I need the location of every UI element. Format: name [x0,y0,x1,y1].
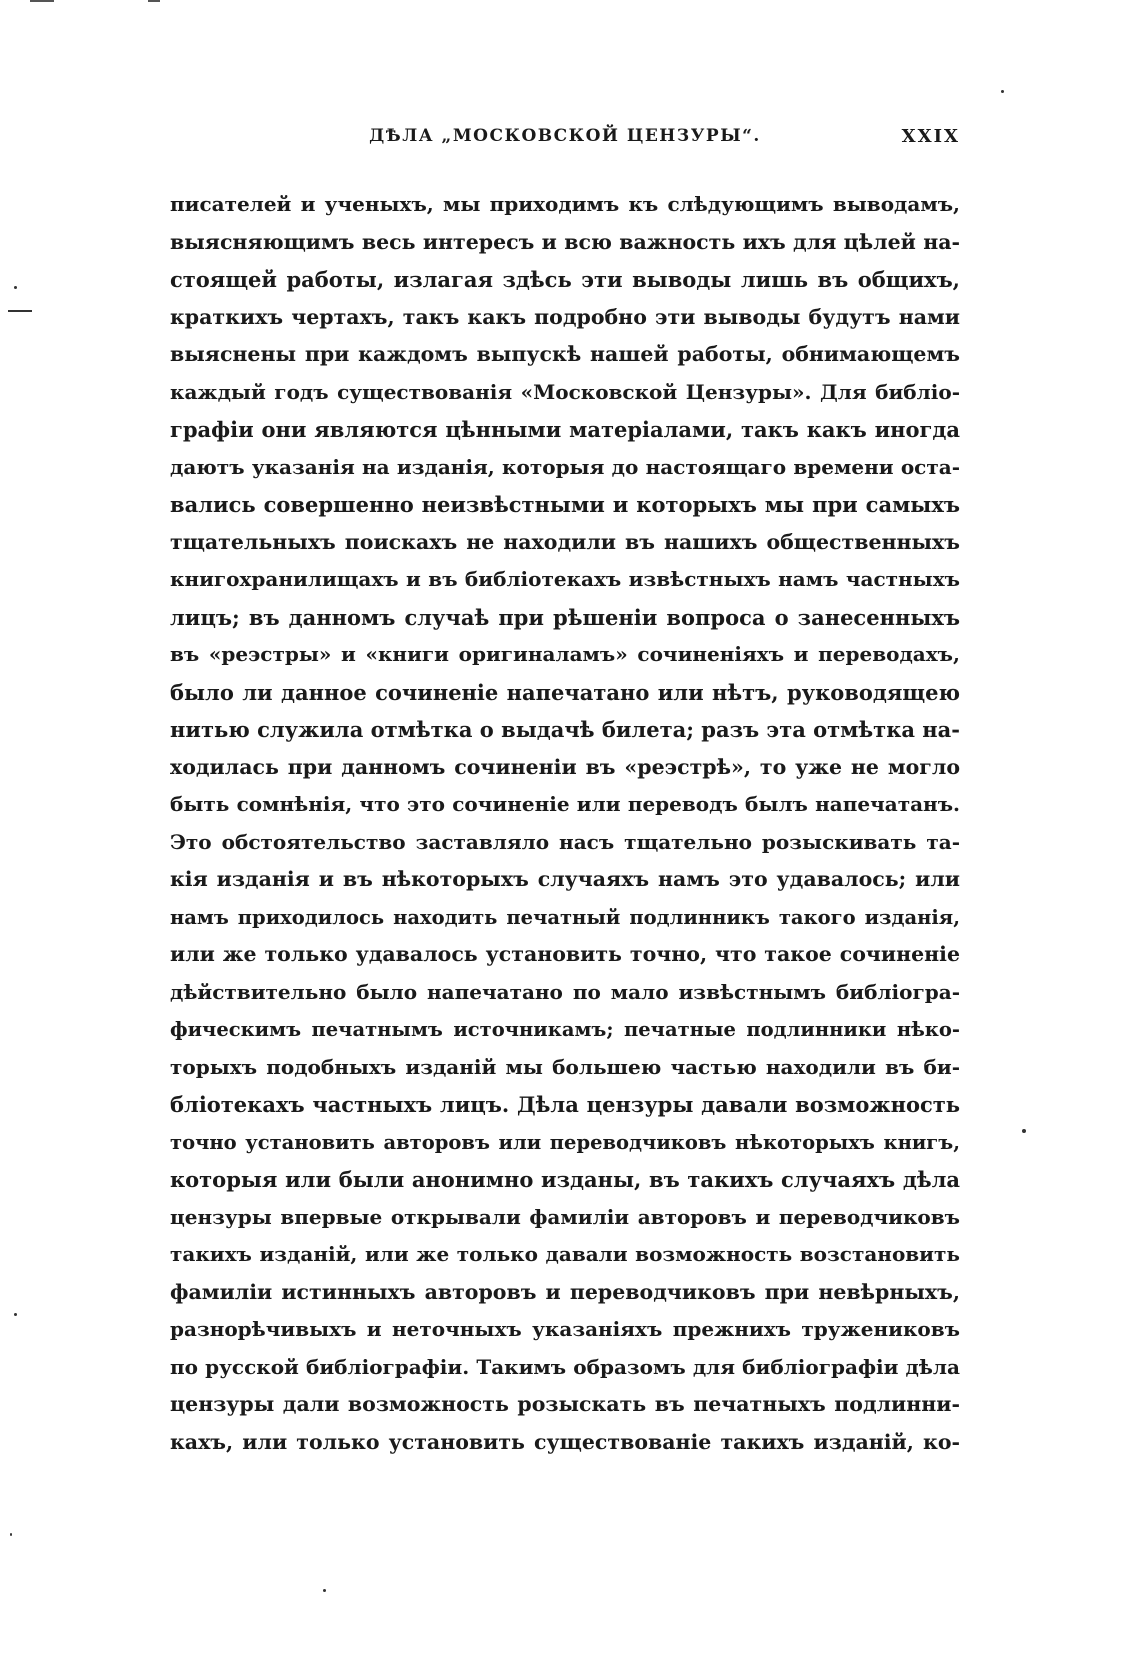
text-line: было ли данное сочиненіе напечатано или нѣтъ, руководящею [170,679,960,705]
scan-mark [148,0,160,2]
speck [1001,90,1004,93]
margin-mark [8,310,32,312]
speck [1022,1129,1026,1133]
text-line: писателей и ученыхъ, мы приходимъ къ слѣдующимъ выводамъ, [170,192,960,216]
running-head [170,126,960,156]
text-line: такихъ изданій, или же только давали возможность возстановить [170,1242,960,1266]
text-line: кахъ, или только установить существованіе такихъ изданій, ко- [170,1429,960,1454]
text-line: торыхъ подобныхъ изданій мы большею частью находили въ би- [170,1054,960,1079]
speck [10,1533,12,1536]
text-line: графіи они являются цѣнными матеріалами, такъ какъ иногда [170,417,960,442]
text-line: Это обстоятельство заставляло насъ тщательно розыскивать та- [170,829,960,854]
text-line: вались совершенно неизвѣстными и которыхъ мы при самыхъ [170,492,960,517]
scan-mark [30,0,54,2]
text-line: разнорѣчивыхъ и неточныхъ указаніяхъ прежнихъ тружениковъ [170,1317,960,1341]
text-line: каждый годъ существованія «Московской Цензуры». Для библіо- [170,379,960,404]
body-text [170,186,960,1461]
text-line: дѣйствительно было напечатано по мало извѣстнымъ библіогра- [170,979,960,1004]
text-line: стоящей работы, излагая здѣсь эти выводы лишь въ общихъ, [170,267,960,292]
text-line: книгохранилищахъ и въ библіотекахъ извѣстныхъ намъ частныхъ [170,567,960,591]
running-title: ДѢЛА „МОСКОВСКОЙ ЦЕНЗУРЫ“. [369,126,761,146]
text-line: тщательныхъ поискахъ не находили въ нашихъ общественныхъ [170,529,960,554]
text-line: которыя или были анонимно изданы, въ такихъ случаяхъ дѣла [170,1167,960,1192]
text-line: цензуры впервые открывали фамиліи авторовъ и переводчиковъ [170,1204,960,1229]
text-line: фическимъ печатнымъ источникамъ; печатные подлинники нѣко- [170,1018,960,1041]
page-number: XXIX [901,126,960,147]
text-line: ходилась при данномъ сочиненіи въ «реэстрѣ», то уже не могло [170,754,960,779]
text-line: краткихъ чертахъ, такъ какъ подробно эти выводы будутъ нами [170,304,960,329]
text-line: намъ приходилось находить печатный подлинникъ такого изданія, [170,905,960,929]
text-line: кія изданія и въ нѣкоторыхъ случаяхъ намъ это удавалось; или [170,867,960,891]
text-line: даютъ указанія на изданія, которыя до настоящаго времени оста- [170,454,960,479]
speck [323,1589,326,1592]
speck [14,1313,17,1316]
text-line: выяснены при каждомъ выпускѣ нашей работы, обнимающемъ [170,342,960,366]
text-line: точно установить авторовъ или переводчиковъ нѣкоторыхъ книгъ, [170,1130,960,1154]
text-line: бліотекахъ частныхъ лицъ. Дѣла цензуры давали возможность [170,1092,960,1117]
text-line: быть сомнѣнія, что это сочиненіе или переводъ былъ напечатанъ. [170,792,960,816]
text-line: лицъ; въ данномъ случаѣ при рѣшеніи вопроса о занесенныхъ [170,604,960,630]
text-line: нитью служила отмѣтка о выдачѣ билета; разъ эта отмѣтка на- [170,717,960,742]
text-line: выясняющимъ весь интересъ и всю важность ихъ для цѣлей на- [170,229,960,254]
text-line: въ «реэстры» и «книги оригиналамъ» сочиненіяхъ и переводахъ, [170,642,960,666]
speck [14,286,17,289]
text-line: или же только удавалось установить точно, что такое сочиненіе [170,942,960,966]
text-line: фамиліи истинныхъ авторовъ и переводчиковъ при невѣрныхъ, [170,1279,960,1304]
text-line: цензуры дали возможность розыскать въ печатныхъ подлинни- [170,1392,960,1416]
text-line: по русской библіографіи. Такимъ образомъ для библіографіи дѣла [170,1354,960,1379]
